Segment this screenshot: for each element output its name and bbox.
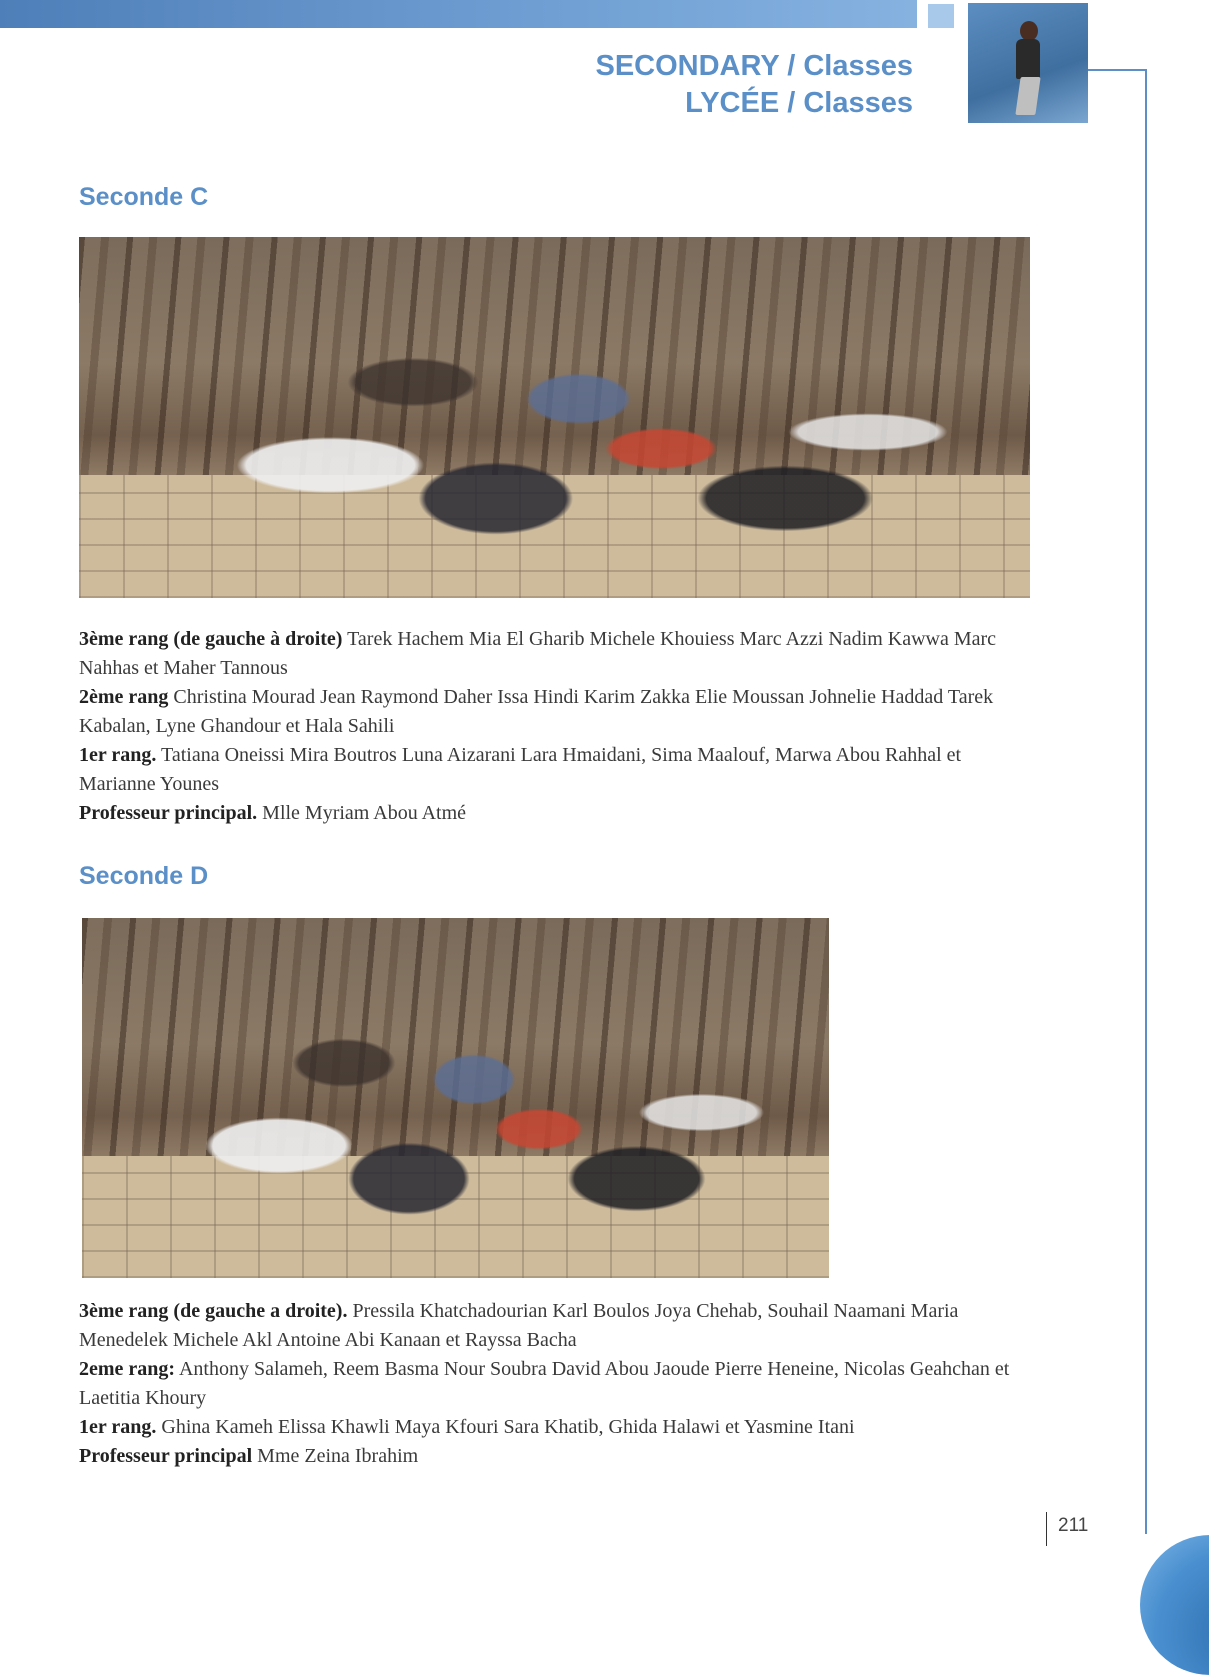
class-photo-seconde-c — [79, 237, 1030, 598]
row-label: Professeur principal. — [79, 802, 258, 824]
caption-row — [79, 741, 1023, 799]
header-accent-square — [928, 4, 954, 28]
caption-row — [79, 799, 1023, 828]
page-number-rule — [1046, 1512, 1047, 1546]
caption-seconde-d — [79, 1297, 1023, 1471]
caption-row — [79, 1297, 1023, 1355]
row-label: Professeur principal — [79, 1445, 253, 1467]
section-title-seconde-c: Seconde C — [79, 183, 209, 211]
page-number: 211 — [1058, 1515, 1089, 1536]
header-color-bar — [0, 0, 917, 28]
row-label: 1er rang. — [79, 1416, 157, 1438]
row-label: 2ème rang — [79, 686, 169, 708]
header-line-secondary: SECONDARY / Classes — [595, 50, 913, 82]
thumbnail-figure-body — [1016, 39, 1040, 79]
header-line-lycee: LYCÉE / Classes — [685, 87, 913, 119]
row-names: Mme Zeina Ibrahim — [252, 1445, 419, 1467]
thumbnail-figure-legs — [1015, 77, 1040, 115]
side-rule-vertical — [1145, 69, 1147, 1534]
row-names: Anthony Salameh, Reem Basma Nour Soubra David Abou Jaoude Pierre Heneine, Nicolas Geahchan et Laetitia Khoury — [79, 1358, 1010, 1409]
row-label: 2eme rang: — [79, 1358, 176, 1380]
header-thumbnail-photo — [968, 3, 1088, 123]
photo-student-group — [165, 266, 992, 598]
side-rule-horizontal — [1088, 69, 1146, 71]
caption-row — [79, 1355, 1023, 1413]
page-header — [595, 48, 913, 122]
photo-student-group — [149, 947, 799, 1278]
row-names: Ghina Kameh Elissa Khawli Maya Kfouri Sara Khatib, Ghida Halawi et Yasmine Itani — [156, 1416, 855, 1438]
corner-decoration — [1140, 1535, 1209, 1675]
row-label: 1er rang. — [79, 744, 157, 766]
row-names: Pressila Khatchadourian Karl Boulos Joya Chehab, Souhail Naamani Maria Menedelek Michele Akl Antoine Abi Kanaan et Rayssa Bacha — [79, 1300, 959, 1351]
row-names: Christina Mourad Jean Raymond Daher Issa Hindi Karim Zakka Elie Moussan Johnelie Haddad Tarek Kabalan, Lyne Ghandour et Hala Sahili — [79, 686, 994, 737]
row-names: Mlle Myriam Abou Atmé — [257, 802, 467, 824]
row-names: Tatiana Oneissi Mira Boutros Luna Aizarani Lara Hmaidani, Sima Maalouf, Marwa Abou Rahhal et Marianne Younes — [79, 744, 962, 795]
thumbnail-figure-head — [1020, 21, 1038, 41]
class-photo-seconde-d — [82, 918, 829, 1278]
caption-seconde-c — [79, 625, 1023, 828]
section-title-seconde-d: Seconde D — [79, 862, 209, 890]
row-label: 3ème rang (de gauche a droite). — [79, 1300, 348, 1322]
row-label: 3ème rang (de gauche à droite) — [79, 628, 343, 650]
caption-row — [79, 1442, 1023, 1471]
caption-row — [79, 683, 1023, 741]
caption-row — [79, 625, 1023, 683]
row-names: Tarek Hachem Mia El Gharib Michele Khouiess Marc Azzi Nadim Kawwa Marc Nahhas et Maher Tannous — [79, 628, 997, 679]
caption-row — [79, 1413, 1023, 1442]
